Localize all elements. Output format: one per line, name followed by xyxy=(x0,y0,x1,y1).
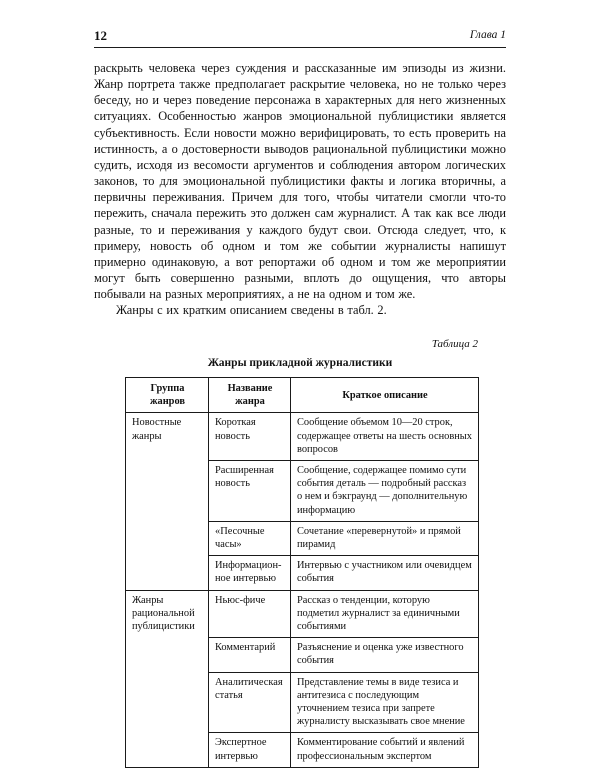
description-cell: Комментирование событий и явлений профессиональным экспертом xyxy=(291,733,479,767)
description-cell: Сочетание «перевернутой» и прямой пирамид xyxy=(291,521,479,555)
header-rule xyxy=(94,47,506,48)
description-cell: Сообщение, содержащее помимо сути события деталь — подробный рассказ о нем и бэкграунд — дополнительную информацию xyxy=(291,461,479,522)
genre-cell: Аналитическая статья xyxy=(209,672,291,733)
genres-table xyxy=(125,377,479,768)
genre-cell: Расширенная новость xyxy=(209,461,291,522)
column-header-genre: Название жанра xyxy=(209,378,291,413)
column-header-group: Группа жанров xyxy=(126,378,209,413)
description-cell: Сообщение объемом 10—20 строк, содержащее ответы на шесть основных вопросов xyxy=(291,413,479,461)
genres-table-wrapper xyxy=(125,377,478,768)
running-head xyxy=(94,28,506,48)
paragraph-continuation: раскрыть человека через суждения и рассказанные им эпизоды из жизни. Жанр портрета также предполагает раскрытие человека, но не только через беседу, но и через поведение персонажа в характерных для него жизненных ситуациях. Особенностью жанров эмоциональной публицистики является субъективность. Если новости можно верифицировать, то есть проверить на истинность, а о достоверности выводов рациональной публицистики можно судить, исходя из весомости аргументов и соблюдения автором логических законов, то для эмоциональной публицистики факты и логика вторичны, а первичны переживания. Причем для того, чтобы читатели смогли что-то пережить, сначала пережить это должен сам журналист. А так как все люди разные, то и переживания у каждого будут свои. Отсюда следует, что, к примеру, новость об одном и том же событии журналисты напишут примерно одинаковую, а вот репортажи об одном и том же мероприятии могут быть совершенно разными, вплоть до ощущения, что авторы побывали на разных мероприятиях, а не на одном и том же. xyxy=(94,61,506,302)
table-title: Жанры прикладной журналистики xyxy=(207,357,393,369)
group-cell-rational: Жанры рациональной публицистики xyxy=(126,590,209,767)
genre-cell: «Песочные часы» xyxy=(209,521,291,555)
description-cell: Интервью с участником или очевидцем события xyxy=(291,556,479,590)
column-header-description: Краткое описание xyxy=(291,378,479,413)
group-cell-news: Новостные жанры xyxy=(126,413,209,590)
genre-cell: Ньюс-фиче xyxy=(209,590,291,638)
table-row xyxy=(126,413,479,461)
chapter-label: Глава 1 xyxy=(469,29,506,41)
page-number: 12 xyxy=(94,28,107,43)
description-cell: Разъяснение и оценка уже известного события xyxy=(291,638,479,672)
table-row xyxy=(126,590,479,638)
table-number-label: Таблица 2 xyxy=(431,338,478,350)
table-header-row xyxy=(126,378,479,413)
genre-cell: Экспертное интервью xyxy=(209,733,291,767)
paragraph-table-reference: Жанры с их кратким описанием сведены в табл. 2. xyxy=(116,303,387,318)
body-text xyxy=(94,60,506,319)
genre-cell: Информацион-ное интервью xyxy=(209,556,291,590)
description-cell: Представление темы в виде тезиса и антитезиса с последующим уточнением тезиса при запрете журналисту высказывать свое мнение xyxy=(291,672,479,733)
description-cell: Рассказ о тенденции, которую подметил журналист за единичными событиями xyxy=(291,590,479,638)
genre-cell: Короткая новость xyxy=(209,413,291,461)
genre-cell: Комментарий xyxy=(209,638,291,672)
